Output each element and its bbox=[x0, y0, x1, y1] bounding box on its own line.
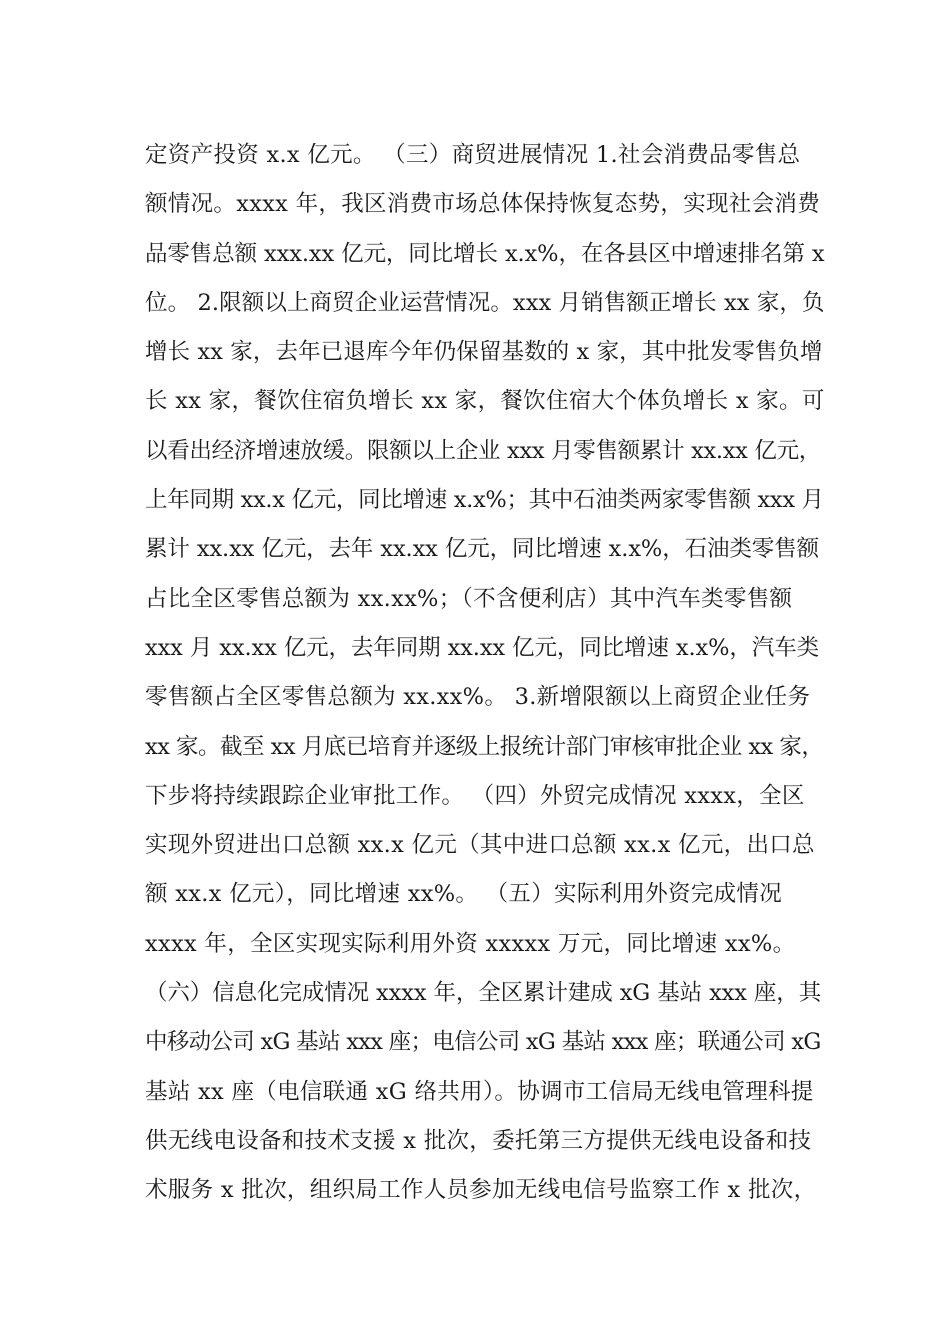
body-text bbox=[145, 131, 825, 1216]
text-line: 下步将持续跟踪企业审批工作。 （四）外贸完成情况 xxxx，全区 bbox=[145, 782, 805, 809]
text-line: 定资产投资 x.x 亿元。 （三）商贸进展情况 1.社会消费品零售总 bbox=[145, 142, 801, 168]
text-line: 术服务 x 批次，组织局工作人员参加无线电信号监察工作 x 批次， bbox=[145, 1177, 817, 1204]
text-line: 占比全区零售总额为 xx.xx%；（不含便利店）其中汽车类零售额 bbox=[145, 585, 793, 612]
text-line: 中移动公司 xG 基站 xxx 座；电信公司 xG 基站 xxx 座；联通公司 xG bbox=[145, 1029, 821, 1056]
text-line: 实现外贸进出口总额 xx.x 亿元（其中进口总额 xx.x 亿元，出口总 bbox=[145, 832, 815, 859]
text-line: 位。 2.限额以上商贸企业运营情况。xxx 月销售额正增长 xx 家，负 bbox=[145, 289, 825, 316]
text-line: xx 家。截至 xx 月底已培育并逐级上报统计部门审核审批企业 xx 家， bbox=[145, 733, 824, 760]
text-line: xxx 月 xx.xx 亿元，去年同期 xx.xx 亿元，同比增速 x.x%，汽车类 bbox=[145, 634, 820, 661]
text-line: 供无线电设备和技术支援 x 批次，委托第三方提供无线电设备和技 bbox=[145, 1127, 812, 1154]
text-line: 上年同期 xx.x 亿元，同比增速 x.x%；其中石油类两家零售额 xxx 月 bbox=[145, 487, 824, 514]
text-line: 以看出经济增速放缓。限额以上企业 xxx 月零售额累计 xx.xx 亿元， bbox=[145, 437, 821, 464]
text-line: 额 xx.x 亿元），同比增速 xx%。 （五）实际利用外资完成情况 bbox=[145, 881, 783, 908]
text-line: 长 xx 家，餐饮住宿负增长 xx 家，餐饮住宿大个体负增长 x 家。可 bbox=[145, 388, 825, 415]
text-line: xxxx 年，全区实现实际利用外资 xxxxx 万元，同比增速 xx%。 bbox=[145, 930, 796, 957]
text-line: 增长 xx 家，去年已退库今年仍保留基数的 x 家，其中批发零售负增 bbox=[145, 339, 823, 366]
text-line: 品零售总额 xxx.xx 亿元，同比增长 x.x%，在各县区中增速排名第 x bbox=[145, 240, 825, 267]
text-line: （六）信息化完成情况 xxxx 年，全区累计建成 xG 基站 xxx 座，其 bbox=[145, 980, 822, 1007]
text-line: 额情况。xxxx 年，我区消费市场总体保持恢复态势，实现社会消费 bbox=[145, 191, 821, 218]
text-line: 累计 xx.xx 亿元，去年 xx.xx 亿元，同比增速 x.x%，石油类零售额 bbox=[145, 536, 819, 563]
text-line: 基站 xx 座（电信联通 xG 络共用）。协调市工信局无线电管理科提 bbox=[145, 1078, 814, 1105]
text-line: 零售额占全区零售总额为 xx.xx%。 3.新增限额以上商贸企业任务 bbox=[145, 684, 811, 711]
